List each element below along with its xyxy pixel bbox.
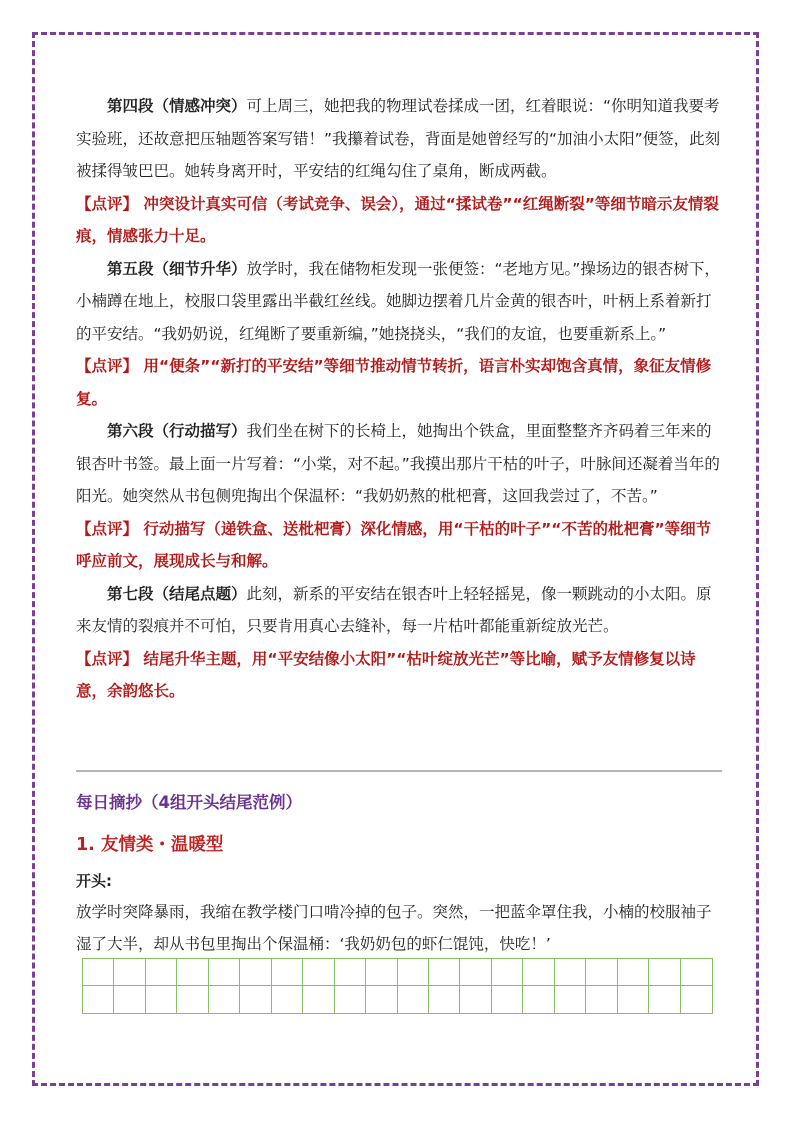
grid-cell	[460, 959, 491, 986]
section-divider	[76, 770, 722, 772]
paragraph-text: 此刻，新系的平安结在银杏叶上轻轻摇晃，像一颗跳动的小太阳。原来友情的裂痕并不可怕，只要肯用真心去缝补，每一片枯叶都能重新绽放光芒。	[76, 584, 712, 635]
grid-cell	[303, 986, 334, 1013]
review-note: 【点评】 结尾升华主题，用“平安结像小太阳”“枯叶绽放光芒”等比喻，赋予友情修复以诗意，余韵悠长。	[76, 649, 696, 700]
grid-cell	[586, 959, 617, 986]
grid-cell	[240, 986, 271, 1013]
grid-cell	[618, 986, 649, 1013]
section-title: 每日摘抄（4组开头结尾范例）	[76, 793, 302, 812]
grid-cell	[335, 986, 366, 1013]
grid-cell	[146, 986, 177, 1013]
grid-cell	[398, 959, 429, 986]
grid-cell	[272, 959, 303, 986]
grid-cell	[272, 986, 303, 1013]
grid-cell	[555, 986, 586, 1013]
paragraph-text: 我们坐在树下的长椅上，她掏出个铁盒，里面整整齐齐码着三年来的银杏叶书签。最上面一片写着：“小棠，对不起。”我摸出那片干枯的叶子，叶脉间还凝着当年的阳光。她突然从书包侧兜掏出个保温杯：“我奶奶熬的枇杷膏，这回我尝过了，不苦。”	[76, 422, 720, 505]
grid-cell	[492, 986, 523, 1013]
paragraph-4	[76, 90, 722, 188]
grid-cell	[209, 959, 240, 986]
grid-cell	[649, 986, 680, 1013]
grid-cell	[83, 959, 114, 986]
grid-cell	[240, 959, 271, 986]
paragraph-lead: 第七段（结尾点题）	[107, 584, 247, 603]
grid-cell	[366, 986, 397, 1013]
grid-cell	[177, 959, 208, 986]
grid-cell	[649, 959, 680, 986]
paragraph-lead: 第六段（行动描写）	[107, 422, 247, 440]
grid-cell	[429, 959, 460, 986]
grid-cell	[366, 959, 397, 986]
grid-cell	[429, 986, 460, 1013]
grid-cell	[681, 986, 712, 1013]
review-note: 【点评】 行动描写（递铁盒、送枇杷膏）深化情感，用“干枯的叶子”“不苦的枇杷膏”等细节呼应前文，展现成长与和解。	[76, 519, 712, 570]
essay-body	[76, 90, 722, 708]
paragraph-text: 可上周三，她把我的物理试卷揉成一团，红着眼说：“你明知道我要考实验班，还故意把压轴题答案写错！”我攥着试卷，背面是她曾经写的“加油小太阳”便签，此刻被揉得皱巴巴。她转身离开时，平安结的红绳勾住了桌角，断成两截。	[76, 97, 721, 180]
grid-cell	[83, 986, 114, 1013]
grid-cell	[398, 986, 429, 1013]
grid-cell	[492, 959, 523, 986]
grid-cell	[555, 959, 586, 986]
grid-cell	[114, 986, 145, 1013]
grid-cell	[681, 959, 712, 986]
paragraph-lead: 第五段（细节升华）	[107, 259, 247, 278]
paragraph-7	[76, 578, 722, 643]
grid-cell	[177, 986, 208, 1013]
opening-label: 开头:	[76, 872, 112, 890]
grid-cell	[209, 986, 240, 1013]
grid-cell	[146, 959, 177, 986]
review-note: 【点评】 用“便条”“新打的平安结”等细节推动情节转折，语言朴实却饱含真情，象征友情修复。	[76, 357, 712, 408]
grid-cell	[114, 959, 145, 986]
grid-cell	[303, 959, 334, 986]
grid-cell	[618, 959, 649, 986]
paragraph-lead: 第四段（情感冲突）	[107, 97, 247, 115]
writing-grid	[82, 958, 713, 1014]
subsection-title: 1. 友情类・温暖型	[76, 835, 224, 855]
grid-cell	[523, 986, 554, 1013]
paragraph-text: 放学时，我在储物柜发现一张便签：“老地方见。”操场边的银杏树下，小楠蹲在地上，校服口袋里露出半截红丝线。她脚边摆着几片金黄的银杏叶，叶柄上系着新打的平安结。“我奶奶说，红绳断了要重新编，”她挠挠头，“我们的友谊，也要重新系上。”	[76, 259, 720, 343]
grid-cell	[586, 986, 617, 1013]
review-note: 【点评】 冲突设计真实可信（考试竞争、误会），通过“揉试卷”“红绳断裂”等细节暗示友情裂痕，情感张力十足。	[76, 194, 719, 245]
paragraph-5	[76, 253, 722, 351]
grid-cell	[460, 986, 491, 1013]
opening-text: 放学时突降暴雨，我缩在教学楼门口啃冷掉的包子。突然，一把蓝伞罩住我，小楠的校服袖子湿了大半，却从书包里掏出个保温桶：‘我奶奶包的虾仁馄饨，快吃！’	[76, 903, 712, 953]
grid-cell	[523, 959, 554, 986]
paragraph-6	[76, 415, 722, 513]
grid-cell	[335, 959, 366, 986]
